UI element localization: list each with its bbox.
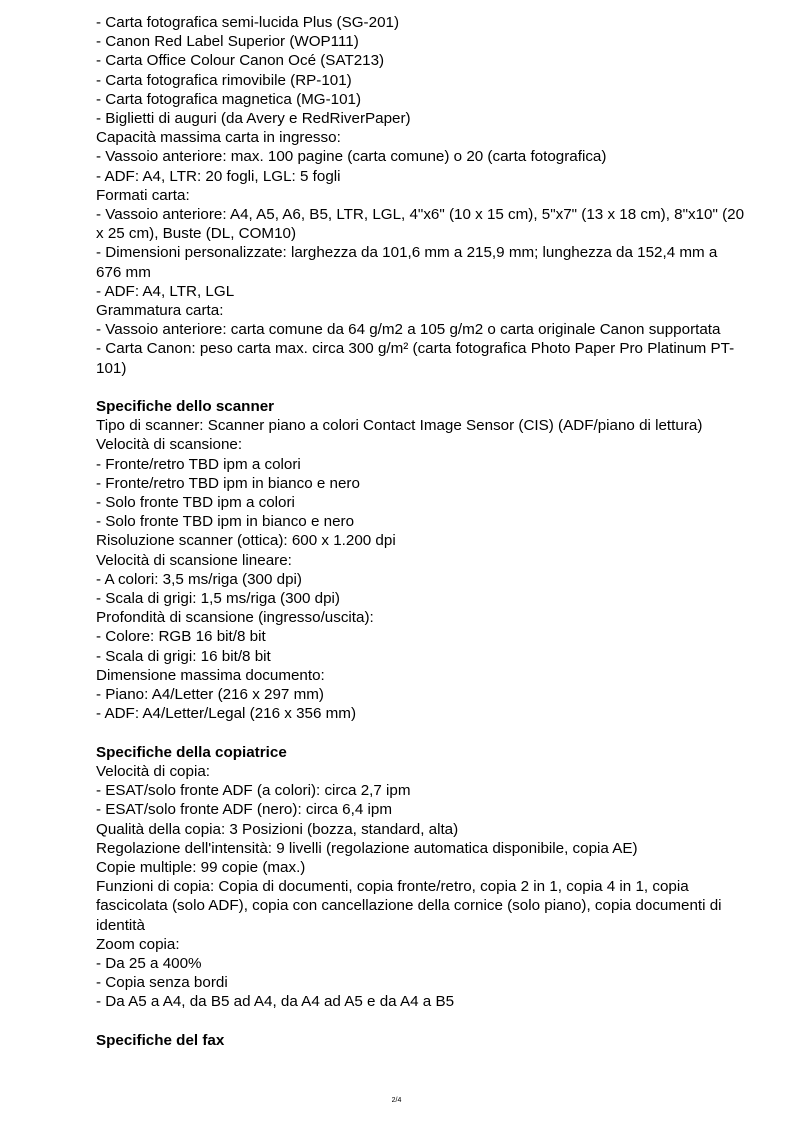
paper-line: - Carta fotografica rimovibile (RP-101)	[96, 71, 352, 89]
paper-line: - Canon Red Label Superior (WOP111)	[96, 33, 359, 51]
copier-line: Regolazione dell'intensità: 9 livelli (regolazione automatica disponibile, copia AE)	[96, 839, 638, 857]
page-number: 2/4	[391, 1097, 402, 1104]
copier-line: - Da 25 a 400%	[96, 954, 202, 972]
scanner-line: Risoluzione scanner (ottica): 600 x 1.200 dpi	[96, 532, 396, 550]
paper-line: - Carta Canon: peso carta max. circa 300 g/m² (carta fotografica Photo Paper Pro Platinum PT-101)	[96, 340, 735, 377]
paragraph-spacer	[96, 378, 746, 397]
paper-line: - Vassoio anteriore: carta comune da 64 g/m2 a 105 g/m2 o carta originale Canon supportata	[96, 321, 721, 339]
fax-specs-section	[96, 1031, 746, 1050]
copier-section-heading: Specifiche della copiatrice	[96, 743, 287, 761]
scanner-line: - Fronte/retro TBD ipm in bianco e nero	[96, 474, 360, 492]
copier-line: Qualità della copia: 3 Posizioni (bozza, standard, alta)	[96, 820, 459, 838]
paper-line: Capacità massima carta in ingresso:	[96, 129, 341, 147]
fax-section-heading: Specifiche del fax	[96, 1031, 225, 1049]
scanner-line: Dimensione massima documento:	[96, 666, 325, 684]
document-body	[96, 13, 746, 1050]
paper-line: - Dimensioni personalizzate: larghezza da 101,6 mm a 215,9 mm; lunghezza da 152,4 mm a 676 mm	[96, 244, 718, 281]
copier-line: Copie multiple: 99 copie (max.)	[96, 858, 306, 876]
copier-line: - Copia senza bordi	[96, 974, 228, 992]
scanner-line: - A colori: 3,5 ms/riga (300 dpi)	[96, 570, 302, 588]
paper-line: - Vassoio anteriore: max. 100 pagine (carta comune) o 20 (carta fotografica)	[96, 148, 607, 166]
paragraph-spacer	[96, 1012, 746, 1031]
paper-line: - Vassoio anteriore: A4, A5, A6, B5, LTR, LGL, 4"x6" (10 x 15 cm), 5"x7" (13 x 18 cm), 8"x10" (20 x 25 cm), Buste (DL, COM10)	[96, 206, 745, 243]
scanner-line: Velocità di scansione lineare:	[96, 551, 292, 569]
paper-specs-block	[96, 13, 746, 378]
copier-line: Velocità di copia:	[96, 762, 210, 780]
scanner-line: - ADF: A4/Letter/Legal (216 x 356 mm)	[96, 705, 356, 723]
scanner-line: - Solo fronte TBD ipm a colori	[96, 494, 295, 512]
copier-line: - Da A5 a A4, da B5 ad A4, da A4 ad A5 e da A4 a B5	[96, 993, 455, 1011]
paper-line: - Biglietti di auguri (da Avery e RedRiverPaper)	[96, 110, 411, 128]
paper-line: - Carta fotografica semi-lucida Plus (SG-201)	[96, 14, 400, 31]
copier-specs-section	[96, 743, 746, 1012]
scanner-line: - Piano: A4/Letter (216 x 297 mm)	[96, 686, 324, 704]
copier-line: Zoom copia:	[96, 935, 180, 953]
paper-line: Grammatura carta:	[96, 302, 224, 320]
paper-line: - ADF: A4, LTR, LGL	[96, 282, 235, 300]
copier-line: - ESAT/solo fronte ADF (a colori): circa 2,7 ipm	[96, 782, 411, 800]
paper-line: - ADF: A4, LTR: 20 fogli, LGL: 5 fogli	[96, 167, 341, 185]
copier-line: - ESAT/solo fronte ADF (nero): circa 6,4 ipm	[96, 801, 392, 819]
paper-line: - Carta fotografica magnetica (MG-101)	[96, 90, 362, 108]
paper-line: Formati carta:	[96, 186, 190, 204]
paragraph-spacer	[96, 724, 746, 743]
scanner-specs-section	[96, 397, 746, 723]
scanner-line: - Colore: RGB 16 bit/8 bit	[96, 628, 266, 646]
paper-line: - Carta Office Colour Canon Océ (SAT213)	[96, 52, 385, 70]
scanner-section-heading: Specifiche dello scanner	[96, 398, 275, 416]
copier-line: Funzioni di copia: Copia di documenti, copia fronte/retro, copia 2 in 1, copia 4 in 1, copia fascicolata (solo ADF), copia con cancellazione della cornice (solo piano), copia documenti di identità	[96, 878, 722, 934]
scanner-line: - Fronte/retro TBD ipm a colori	[96, 455, 301, 473]
scanner-line: - Solo fronte TBD ipm in bianco e nero	[96, 513, 355, 531]
scanner-line: Velocità di scansione:	[96, 436, 243, 454]
scanner-line: - Scala di grigi: 16 bit/8 bit	[96, 647, 271, 665]
scanner-line: Tipo di scanner: Scanner piano a colori Contact Image Sensor (CIS) (ADF/piano di lettura)	[96, 417, 703, 435]
scanner-line: Profondità di scansione (ingresso/uscita):	[96, 609, 374, 627]
scanner-line: - Scala di grigi: 1,5 ms/riga (300 dpi)	[96, 590, 340, 608]
